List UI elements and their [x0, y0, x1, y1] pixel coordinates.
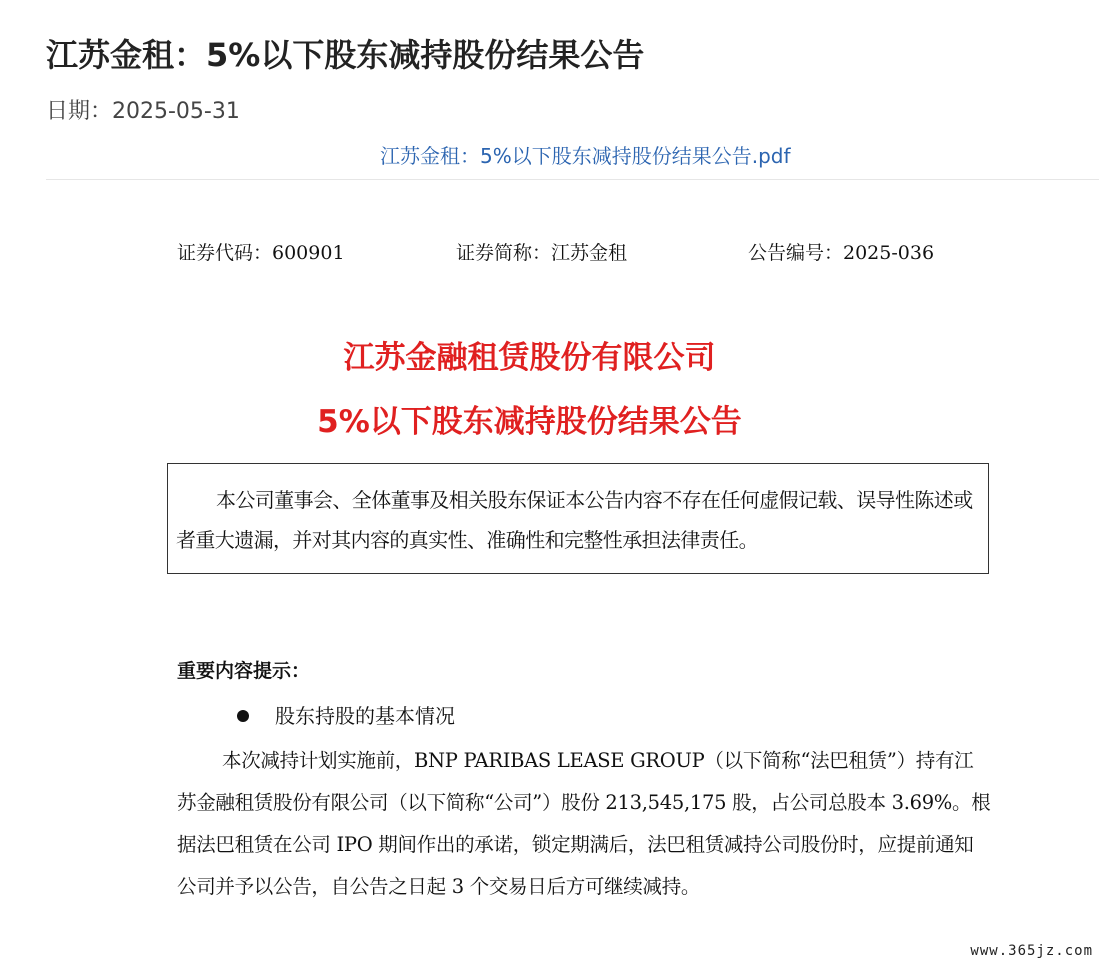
bullet-dot-icon — [237, 710, 249, 722]
pdf-download-link[interactable]: 江苏金租：5%以下股东减持股份结果公告.pdf — [380, 144, 791, 168]
announcement-title: 5%以下股东减持股份结果公告 — [317, 404, 742, 440]
bullet-item — [237, 700, 455, 729]
page-title: 江苏金租：5%以下股东减持股份结果公告 — [46, 36, 645, 74]
disclaimer-box — [167, 463, 989, 574]
disclaimer-text: 本公司董事会、全体董事及相关股东保证本公告内容不存在任何虚假记载、误导性陈述或者重大遗漏，并对其内容的真实性、准确性和完整性承担法律责任。 — [176, 488, 973, 552]
stock-code: 证券代码：600901 — [177, 242, 345, 264]
watermark: www.365jz.com — [970, 943, 1093, 959]
body-paragraph: 本次减持计划实施前，BNP PARIBAS LEASE GROUP（以下简称“法巴租赁”）持有江苏金融租赁股份有限公司（以下简称“公司”）股份 213,545,175 股，占公司总股本 3.69%。根据法巴租赁在公司 IPO 期间作出的承诺，锁定期满后，法巴租赁减持公司股份时，应提前通知公司并予以公告，自公告之日起 3 个交易日后方可继续减持。 — [177, 749, 991, 898]
announcement-number: 公告编号：2025-036 — [748, 242, 935, 264]
key-points-heading: 重要内容提示： — [177, 660, 311, 682]
bullet-text: 股东持股的基本情况 — [275, 704, 455, 728]
stock-abbreviation: 证券简称：江苏金租 — [456, 242, 628, 264]
publish-date: 日期：2025-05-31 — [46, 99, 240, 124]
company-name: 江苏金融租赁股份有限公司 — [343, 340, 716, 376]
header-divider — [46, 179, 1099, 180]
